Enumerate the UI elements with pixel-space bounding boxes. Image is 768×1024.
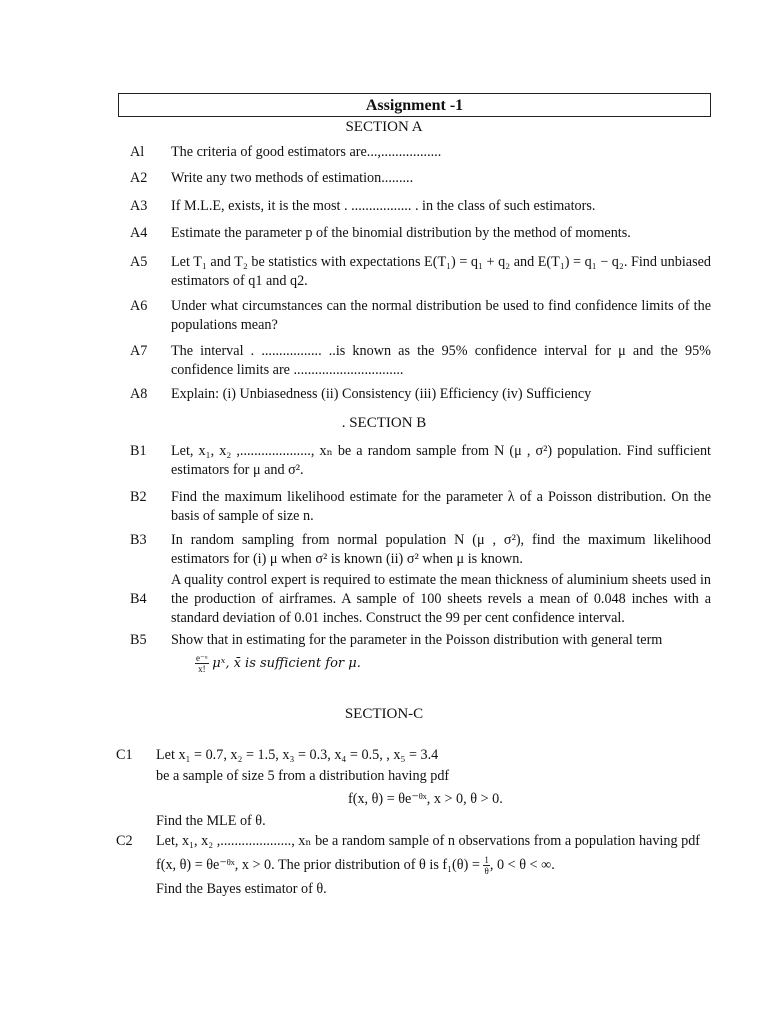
question-number: A3	[130, 198, 148, 214]
question-number: B4	[130, 591, 147, 607]
question-number: B3	[130, 532, 147, 548]
question-text: Write any two methods of estimation.........	[171, 170, 414, 186]
c2-line-2-start: f(x, θ) = θe⁻ᶿˣ, x > 0. The prior distribution of θ is f₁(θ) =	[156, 857, 484, 873]
fraction-numerator: e⁻ᵘ	[196, 653, 208, 663]
question-text: Show that in estimating for the parameter in the Poisson distribution with general term	[171, 632, 663, 648]
section-b-heading: . SECTION B	[341, 415, 427, 431]
question-text: A quality control expert is required to estimate the mean thickness of aluminium sheets used in the production of airframes. A sample of 100 sheets revels a mean of 0.048 inches with a standard deviation of 0.01 inches. Construct the 99 per cent confidence interval.	[171, 572, 711, 626]
question-text: The criteria of good estimators are...,.................	[171, 144, 442, 160]
question-number: C2	[116, 833, 133, 849]
question-number: B1	[130, 443, 147, 459]
question-number: C1	[116, 747, 133, 763]
b5-formula-rest: μˣ, x̄ is sufficient for μ.	[212, 655, 361, 671]
b5-fraction	[195, 653, 209, 674]
question-text: If M.L.E, exists, it is the most . ................. . in the class of such estimators.	[171, 198, 596, 214]
question-number: A8	[130, 386, 148, 402]
question-text: In random sampling from normal population N (μ , σ²), find the maximum likelihood estimators for (i) μ when σ² is known (ii) σ² when μ is known.	[171, 532, 711, 567]
section-c-heading: SECTION-C	[344, 706, 424, 722]
c2-line-1: Let, x₁, x₂ ,...................., xₙ be a random sample of n observations from a population having pdf	[156, 833, 701, 849]
question-number: A6	[130, 298, 148, 314]
question-text: Explain: (i) Unbiasedness (ii) Consistency (iii) Efficiency (iv) Sufficiency	[171, 386, 592, 402]
question-number: A7	[130, 343, 148, 359]
question-text: The interval . ................. ..is known as the 95% confidence interval for μ and the 95% confidence limits are ...............................	[171, 343, 711, 378]
question-number: A5	[130, 254, 148, 270]
question-text: Under what circumstances can the normal distribution be used to find confidence limits of the populations mean?	[171, 298, 711, 333]
c1-line-4: Find the MLE of θ.	[156, 813, 266, 829]
c2-line-2-end: , 0 < θ < ∞.	[489, 857, 555, 873]
b5-formula	[195, 653, 361, 674]
question-text: Let, x₁, x₂ ,...................., xₙ be a random sample from N (μ , σ²) population. Find sufficient estimators for μ and σ².	[171, 443, 711, 478]
fraction-numerator: 1	[484, 855, 489, 866]
c2-line-3: Find the Bayes estimator of θ.	[156, 881, 327, 897]
c1-line-1: Let x₁ = 0.7, x₂ = 1.5, x₃ = 0.3, x₄ = 0.5, , x₅ = 3.4	[156, 747, 439, 763]
question-text: Let T₁ and T₂ be statistics with expectations E(T₁) = q₁ + q₂ and E(T₁) = q₁ − q₂. Find unbiased estimators of q1 and q2.	[171, 254, 711, 289]
question-number: A4	[130, 225, 148, 241]
fraction-denominator: θ	[484, 866, 489, 877]
question-text: Find the maximum likelihood estimate for the parameter λ of a Poisson distribution. On the basis of sample of size n.	[171, 489, 711, 524]
question-number: Al	[130, 144, 145, 160]
c1-line-3: f(x, θ) = θe⁻ᶿˣ, x > 0, θ > 0.	[348, 791, 503, 807]
section-a-heading: SECTION A	[345, 119, 423, 135]
question-number: A2	[130, 170, 148, 186]
question-number: B5	[130, 632, 147, 648]
question-number: B2	[130, 489, 147, 505]
question-text: Estimate the parameter p of the binomial distribution by the method of moments.	[171, 225, 631, 241]
c1-line-2: be a sample of size 5 from a distribution having pdf	[156, 768, 450, 784]
fraction-denominator: x!	[198, 664, 206, 674]
page-title: Assignment -1	[118, 93, 711, 117]
c2-line-2	[156, 855, 716, 876]
